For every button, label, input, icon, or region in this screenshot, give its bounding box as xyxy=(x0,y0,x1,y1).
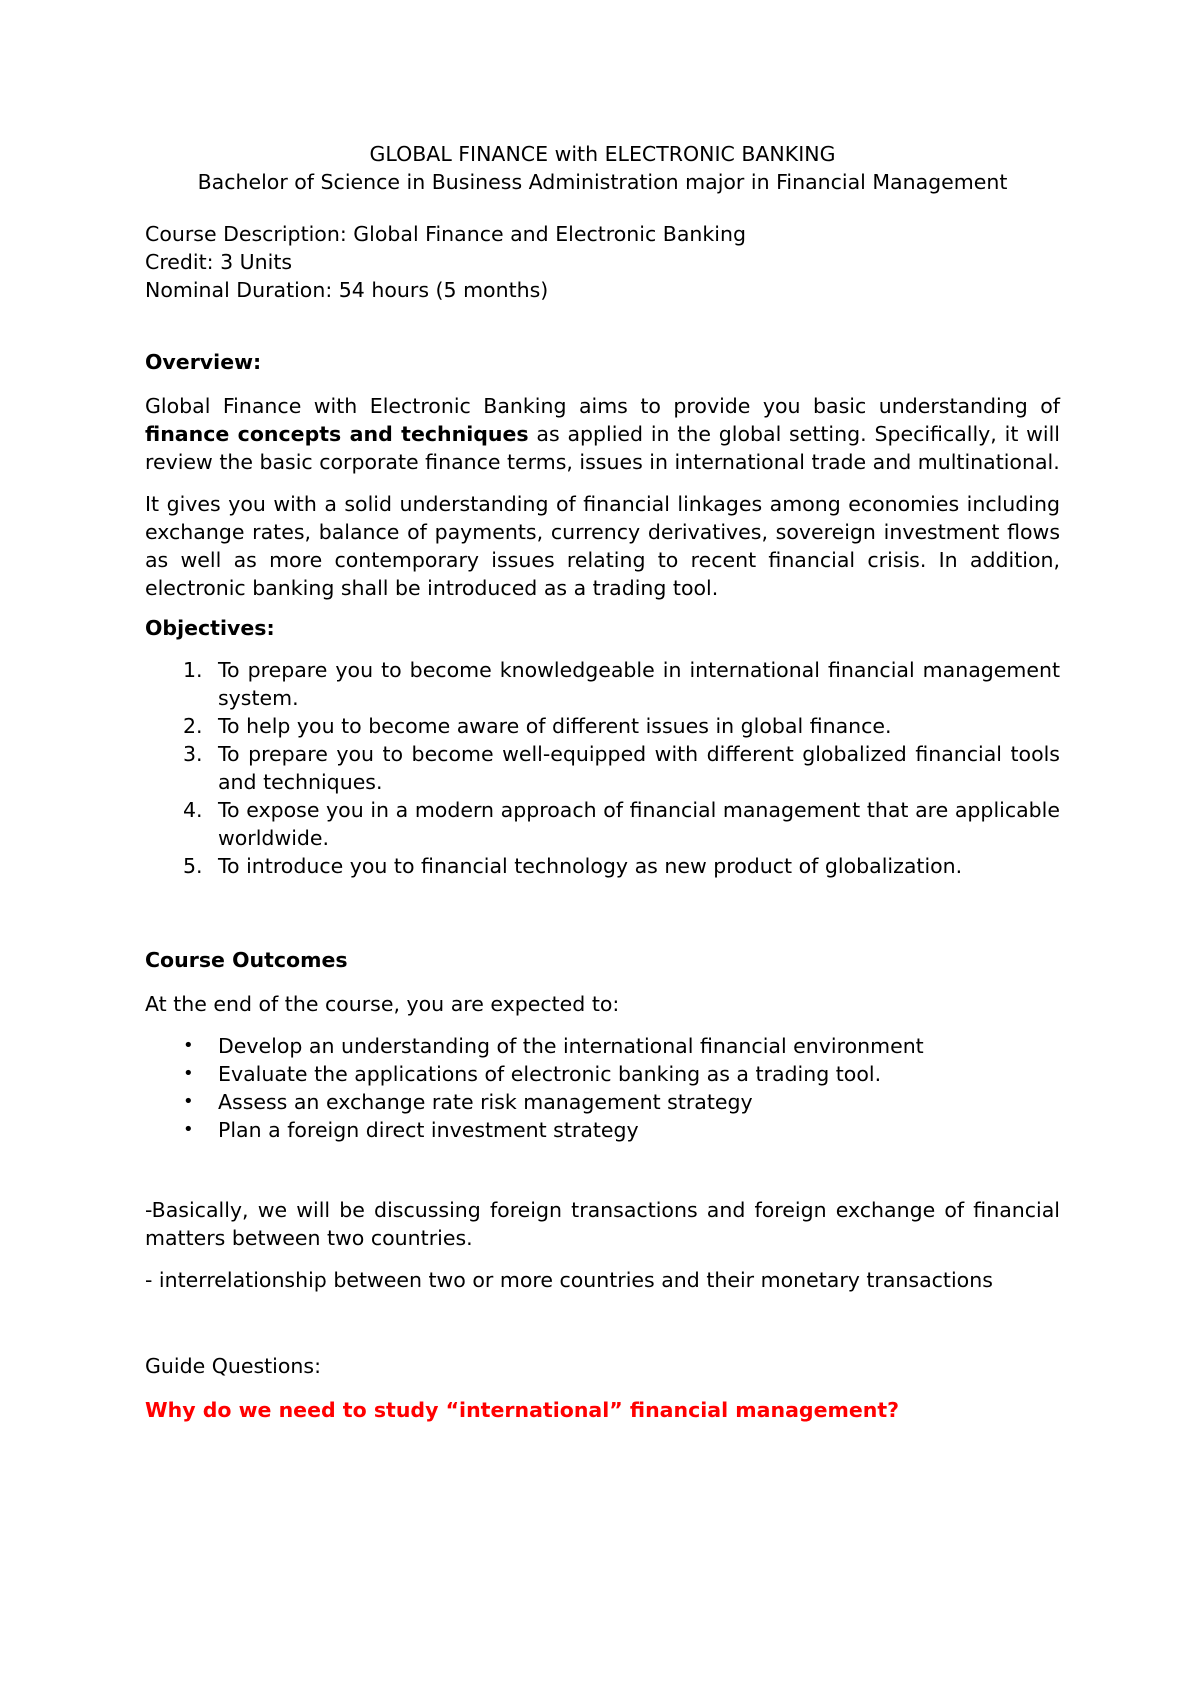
objective-number: 5. xyxy=(183,854,203,878)
objective-text: To introduce you to financial technology as new product of globalization. xyxy=(218,854,963,878)
objective-number: 2. xyxy=(183,714,203,738)
objective-text: To prepare you to become knowledgeable in international financial management system. xyxy=(218,658,1060,710)
objective-text: To expose you in a modern approach of financial management that are applicable worldwide. xyxy=(218,798,1060,850)
course-description: Course Description: Global Finance and Electronic Banking xyxy=(145,222,746,246)
note-interrelationship: - interrelationship between two or more countries and their monetary transactions xyxy=(145,1268,993,1292)
guide-question: Why do we need to study “international” financial management? xyxy=(145,1398,900,1422)
course-credit: Credit: 3 Units xyxy=(145,250,293,274)
objective-item xyxy=(145,656,1060,712)
objective-item xyxy=(145,740,1060,796)
document-title: GLOBAL FINANCE with ELECTRONIC BANKING xyxy=(369,142,836,166)
bullet-icon: • xyxy=(183,1119,194,1140)
outcomes-list xyxy=(145,1032,1060,1144)
objective-text: To help you to become aware of different issues in global finance. xyxy=(218,714,892,738)
objective-number: 3. xyxy=(183,742,203,766)
document-page xyxy=(145,140,1060,1424)
objective-number: 1. xyxy=(183,658,203,682)
objectives-list xyxy=(145,656,1060,880)
outcome-text: Plan a foreign direct investment strategy xyxy=(218,1118,639,1142)
bullet-icon: • xyxy=(183,1091,194,1112)
guide-questions-label: Guide Questions: xyxy=(145,1354,321,1378)
overview-paragraph-1 xyxy=(145,392,1060,476)
note-basically: -Basically, we will be discussing foreign transactions and foreign exchange of financial matters between two countries. xyxy=(145,1198,1060,1250)
course-meta xyxy=(145,220,1060,304)
objective-item xyxy=(145,852,1060,880)
overview-p1-start: Global Finance with Electronic Banking aims to provide you basic understanding of xyxy=(145,394,1060,418)
course-duration: Nominal Duration: 54 hours (5 months) xyxy=(145,278,549,302)
objective-item xyxy=(145,796,1060,852)
outcomes-heading: Course Outcomes xyxy=(145,948,348,972)
objective-text: To prepare you to become well-equipped with different globalized financial tools and techniques. xyxy=(218,742,1060,794)
outcomes-intro: At the end of the course, you are expected to: xyxy=(145,992,620,1016)
outcome-item xyxy=(145,1116,1060,1144)
document-subtitle: Bachelor of Science in Business Administration major in Financial Management xyxy=(197,170,1008,194)
overview-paragraph-2: It gives you with a solid understanding of financial linkages among economies including exchange rates, balance of payments, currency derivatives, sovereign investment flows as well as more contemporary issues relating to recent financial crisis. In addition, electronic banking shall be introduced as a trading tool. xyxy=(145,492,1060,600)
objectives-heading: Objectives: xyxy=(145,616,275,640)
outcome-text: Assess an exchange rate risk management strategy xyxy=(218,1090,753,1114)
outcome-item xyxy=(145,1060,1060,1088)
overview-p1-emphasis: finance concepts and techniques xyxy=(145,422,529,446)
overview-heading: Overview: xyxy=(145,350,262,374)
outcome-item xyxy=(145,1032,1060,1060)
outcome-text: Develop an understanding of the international financial environment xyxy=(218,1034,924,1058)
outcome-item xyxy=(145,1088,1060,1116)
outcome-text: Evaluate the applications of electronic banking as a trading tool. xyxy=(218,1062,882,1086)
bullet-icon: • xyxy=(183,1035,194,1056)
bullet-icon: • xyxy=(183,1063,194,1084)
objective-number: 4. xyxy=(183,798,203,822)
objective-item xyxy=(145,712,1060,740)
overview-p1-end: as applied in the global setting. Specifically, it will review the basic corporate finance terms, issues in international trade and multinational. xyxy=(145,422,1060,474)
